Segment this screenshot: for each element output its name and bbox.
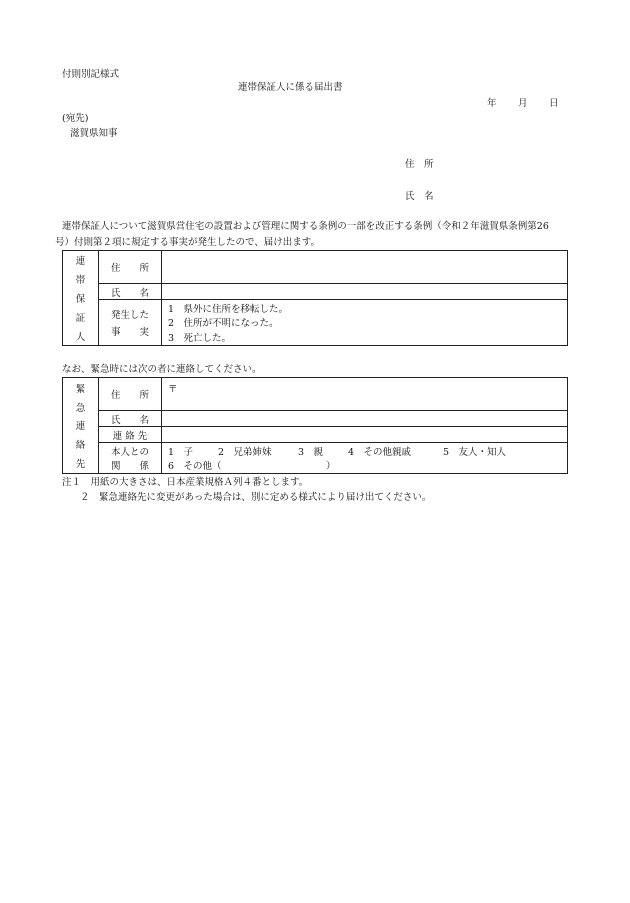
side-char: 帯 bbox=[75, 275, 86, 287]
emergency-note: なお、緊急時には次の者に連絡してください。 bbox=[62, 364, 262, 375]
side-char: 急 bbox=[75, 402, 86, 414]
emergency-contact-field[interactable] bbox=[162, 427, 568, 443]
date-day-label: 日 bbox=[549, 98, 559, 109]
note-1: 注１ 用紙の大きさは、日本産業規格Ａ列４番とします。 bbox=[62, 477, 309, 488]
emergency-table bbox=[62, 377, 568, 474]
side-char: 証 bbox=[75, 312, 86, 324]
guarantor-address-field[interactable] bbox=[162, 251, 568, 284]
guarantor-side-label bbox=[63, 251, 99, 346]
relation-options bbox=[162, 443, 568, 474]
guarantor-address-label: 住 所 bbox=[99, 251, 162, 284]
relation-option[interactable]: 3 親 bbox=[298, 446, 324, 458]
guarantor-name-label: 氏 名 bbox=[99, 284, 162, 300]
applicant-name-label: 氏 名 bbox=[405, 191, 434, 202]
relation-label-line: 関 係 bbox=[110, 461, 149, 473]
emergency-address-field[interactable] bbox=[162, 378, 568, 411]
relation-label-line: 本人との bbox=[110, 446, 149, 458]
event-option[interactable]: 3 死亡した。 bbox=[168, 333, 232, 345]
emergency-contact-label: 連 絡 先 bbox=[99, 427, 162, 443]
event-options bbox=[162, 300, 568, 346]
intro-line-2: 号）付則第２項に規定する事実が発生したので、届け出ます。 bbox=[55, 237, 321, 248]
relation-option[interactable]: 2 兄弟姉妹 bbox=[218, 446, 272, 458]
side-char: 連 bbox=[75, 256, 86, 268]
event-option[interactable]: 2 住所が不明になった。 bbox=[168, 318, 279, 330]
event-label-line: 発生した bbox=[110, 310, 149, 321]
applicant-address-label: 住 所 bbox=[405, 159, 434, 170]
emergency-address-label: 住 所 bbox=[99, 378, 162, 411]
side-char: 先 bbox=[75, 459, 86, 471]
event-label bbox=[99, 300, 162, 346]
date-year-label: 年 bbox=[487, 98, 497, 109]
relation-option[interactable]: 1 子 bbox=[168, 446, 194, 458]
side-char: 絡 bbox=[75, 440, 86, 452]
addressee-prefix: (宛先) bbox=[62, 113, 89, 124]
side-char: 保 bbox=[75, 293, 86, 305]
event-option[interactable]: 1 県外に住所を移転した。 bbox=[168, 303, 289, 315]
side-char: 緊 bbox=[75, 383, 86, 395]
note-2: ２ 緊急連絡先に変更があった場合は、別に定める様式により届け出てください。 bbox=[80, 492, 432, 503]
emergency-side-label bbox=[63, 378, 99, 474]
emergency-name-label: 氏 名 bbox=[99, 411, 162, 427]
relation-option[interactable]: 5 友人・知人 bbox=[443, 446, 507, 458]
relation-label bbox=[99, 443, 162, 474]
side-char: 連 bbox=[75, 421, 86, 433]
relation-option[interactable]: 4 その他親戚 bbox=[348, 446, 412, 458]
form-title: 連帯保証人に係る届出書 bbox=[238, 82, 343, 93]
side-char: 人 bbox=[75, 331, 86, 343]
emergency-name-field[interactable] bbox=[162, 411, 568, 427]
addressee: 滋賀県知事 bbox=[70, 128, 118, 139]
intro-line-1: 連帯保証人について滋賀県営住宅の設置および管理に関する条例の一部を改正する条例（令和２年滋賀県条例第26 bbox=[62, 221, 549, 232]
guarantor-table bbox=[62, 250, 568, 346]
event-label-line: 事 実 bbox=[110, 327, 149, 338]
appendix-label: 付則別記様式 bbox=[62, 69, 120, 80]
postal-mark: 〒 bbox=[168, 384, 178, 395]
guarantor-name-field[interactable] bbox=[162, 284, 568, 300]
relation-option-other[interactable]: 6 その他（ ） bbox=[168, 461, 336, 473]
date-month-label: 月 bbox=[518, 98, 528, 109]
